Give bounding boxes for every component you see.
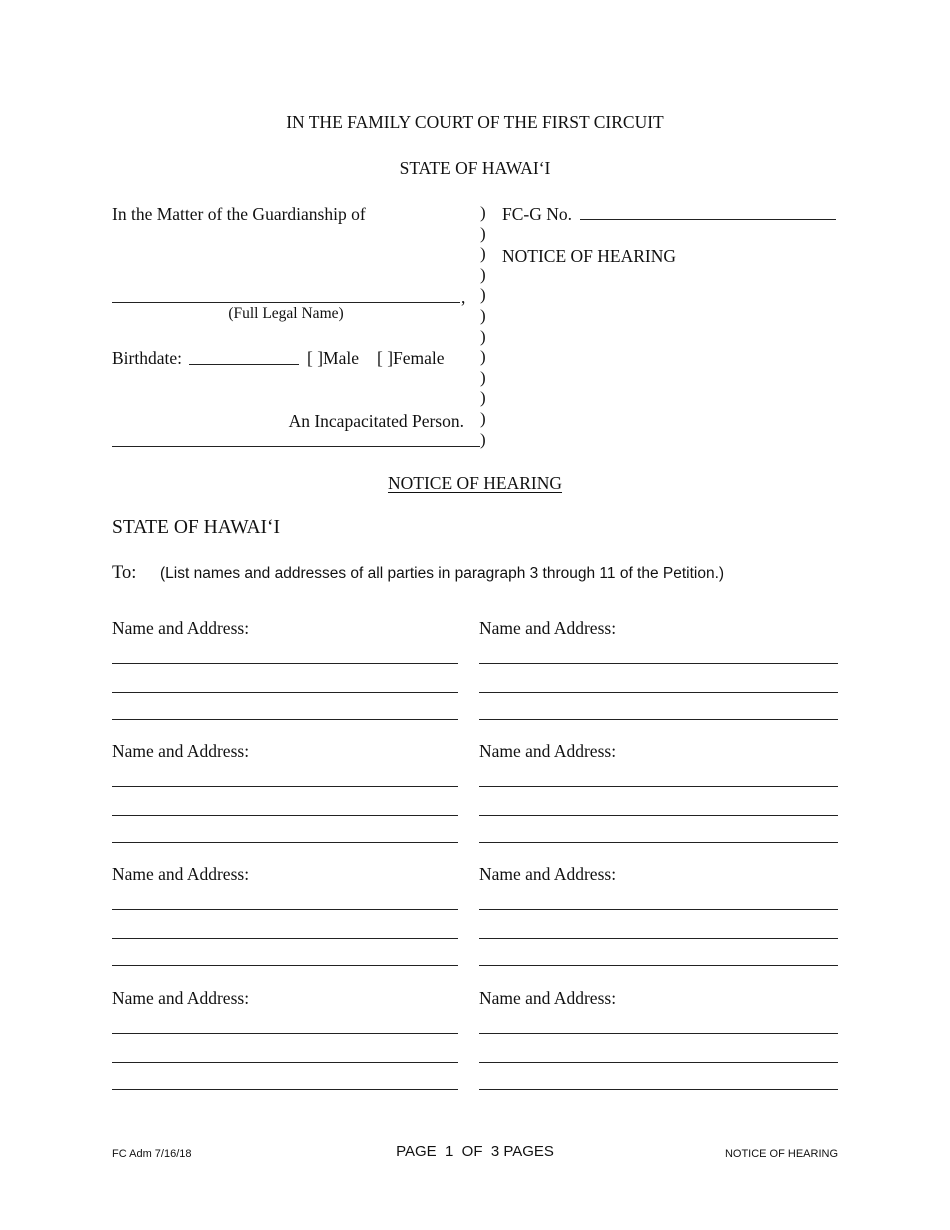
name-and-address-label: Name and Address: (112, 988, 250, 1008)
paren: ) (480, 367, 486, 387)
to-instructions: (List names and addresses of all parties in paragraph 3 through 11 of the Petition.) (160, 565, 725, 582)
incapacitated-person: An Incapacitated Person. (288, 411, 464, 431)
address-line[interactable] (112, 663, 458, 664)
address-line[interactable] (479, 815, 838, 816)
address-line[interactable] (479, 938, 838, 939)
paren: ) (480, 264, 486, 284)
full-name-blank[interactable] (112, 302, 460, 303)
case-number-label: FC-G No. (502, 204, 573, 224)
address-line[interactable] (479, 909, 838, 910)
name-and-address-label: Name and Address: (112, 864, 250, 884)
address-line[interactable] (479, 663, 838, 664)
caption-bottom-rule (112, 446, 480, 447)
address-line[interactable] (112, 842, 458, 843)
address-line[interactable] (112, 786, 458, 787)
name-and-address-label: Name and Address: (112, 618, 250, 638)
paren: ) (480, 326, 486, 346)
address-line[interactable] (479, 1089, 838, 1090)
name-and-address-label: Name and Address: (479, 988, 617, 1008)
address-line[interactable] (112, 1033, 458, 1034)
address-line[interactable] (112, 909, 458, 910)
address-line[interactable] (479, 1062, 838, 1063)
address-line[interactable] (479, 786, 838, 787)
name-and-address-label: Name and Address: (479, 618, 617, 638)
checkbox-female[interactable]: [ ]Female (377, 348, 445, 368)
name-comma: , (461, 287, 466, 307)
court-heading: IN THE FAMILY COURT OF THE FIRST CIRCUIT (286, 112, 664, 132)
paren: ) (480, 429, 486, 449)
paren: ) (480, 388, 486, 408)
paren: ) (480, 285, 486, 305)
address-line[interactable] (479, 692, 838, 693)
address-line[interactable] (479, 842, 838, 843)
notice-title-text: NOTICE OF HEARING (387, 473, 563, 493)
address-line[interactable] (112, 1062, 458, 1063)
paren: ) (480, 306, 486, 325)
matter-line: In the Matter of the Guardianship of (112, 204, 366, 224)
address-line[interactable] (112, 1089, 458, 1090)
body-state-heading: STATE OF HAWAI‘I (112, 517, 281, 538)
address-line[interactable] (479, 965, 838, 966)
notice-title (0, 473, 950, 494)
full-legal-name-label: (Full Legal Name) (228, 305, 344, 322)
page-info: PAGE 1 OF 3 PAGES (396, 1143, 554, 1160)
name-and-address-label: Name and Address: (112, 741, 250, 761)
caption-document-title: NOTICE OF HEARING (502, 246, 677, 266)
case-number-blank[interactable] (580, 219, 836, 220)
paren: ) (480, 347, 486, 367)
paren: ) (480, 203, 486, 222)
name-and-address-label: Name and Address: (479, 741, 617, 761)
state-heading: STATE OF HAWAI‘I (399, 158, 551, 178)
name-and-address-label: Name and Address: (479, 864, 617, 884)
address-line[interactable] (112, 815, 458, 816)
birthdate-label: Birthdate: (112, 348, 182, 368)
address-line[interactable] (112, 938, 458, 939)
paren: ) (480, 244, 486, 264)
address-line[interactable] (479, 719, 838, 720)
checkbox-male[interactable]: [ ]Male (307, 348, 359, 368)
birthdate-blank[interactable] (189, 364, 299, 365)
paren: ) (480, 223, 486, 243)
footer-doc-name: NOTICE OF HEARING (724, 1148, 838, 1160)
address-line[interactable] (112, 965, 458, 966)
address-line[interactable] (112, 692, 458, 693)
paren: ) (480, 409, 486, 428)
form-code: FC Adm 7/16/18 (112, 1148, 192, 1160)
address-line[interactable] (479, 1033, 838, 1034)
address-line[interactable] (112, 719, 458, 720)
to-label: To: (112, 563, 137, 583)
